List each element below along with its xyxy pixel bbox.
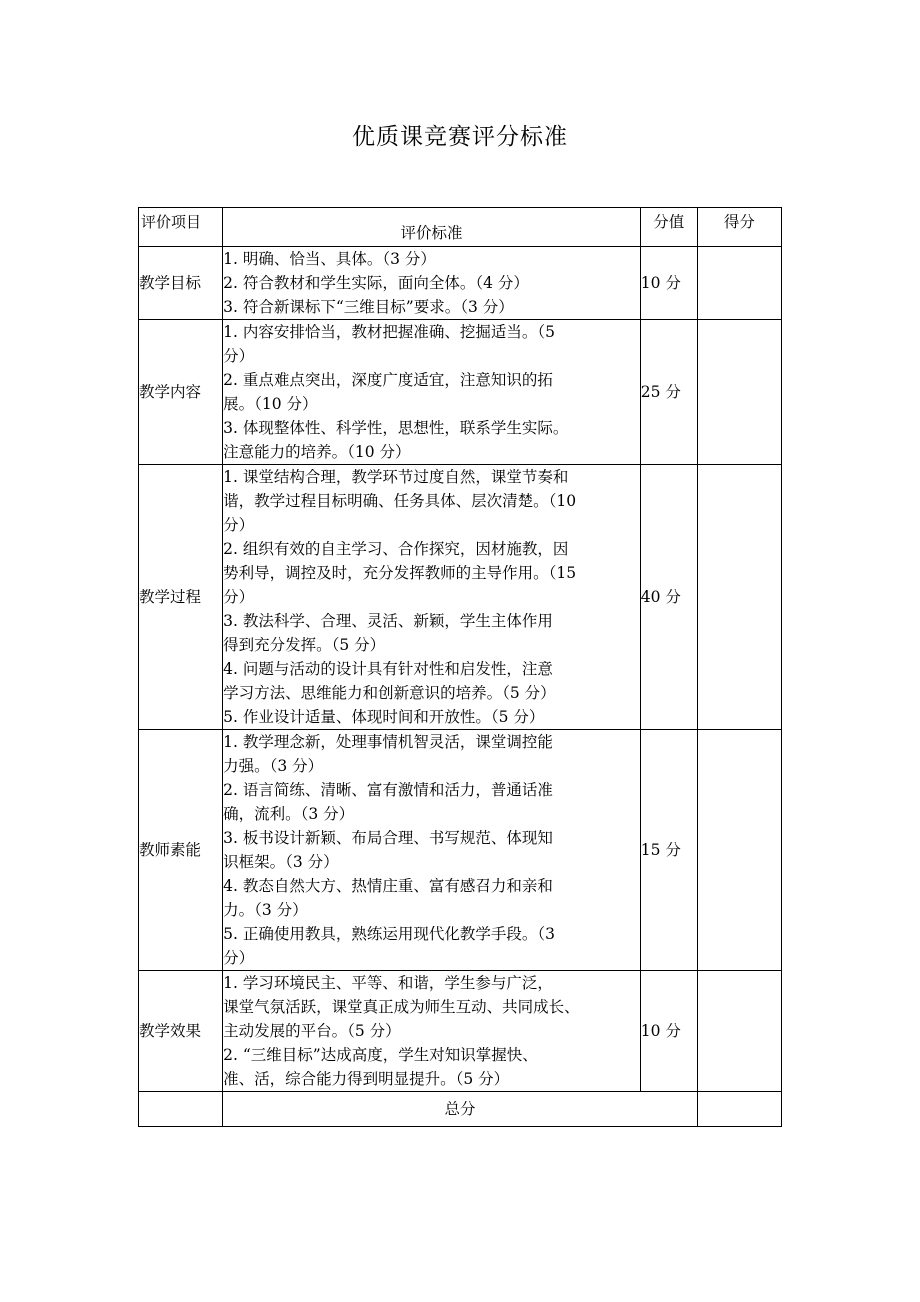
criteria-row [139, 247, 782, 320]
standard-line: 得到充分发挥。（5 分） [223, 636, 386, 654]
total-empty-cell [139, 1092, 223, 1127]
standard-line: 3. 教法科学、合理、灵活、新颖，学生主体作用 [223, 612, 553, 630]
criteria-value: 10 分 [640, 247, 697, 320]
standard-line: 4. 问题与活动的设计具有针对性和启发性，注意 [223, 660, 553, 678]
standard-line: 3. 板书设计新颖、布局合理、书写规范、体现知 [223, 829, 553, 847]
standard-line: 展。（10 分） [223, 395, 318, 413]
criteria-category: 教学过程 [139, 465, 223, 730]
standard-line: 1. 明确、恰当、具体。（3 分） [223, 250, 436, 268]
standard-line: 分） [223, 347, 255, 365]
standard-line: 识框架。（3 分） [223, 853, 339, 871]
criteria-value: 25 分 [640, 320, 697, 465]
total-row [139, 1092, 782, 1127]
score-entry-cell[interactable] [697, 247, 781, 320]
header-item: 评价项目 [139, 208, 223, 247]
standard-line: 谐，教学过程目标明确、任务具体、层次清楚。（10 [223, 492, 577, 510]
standard-line: 课堂气氛活跃，课堂真正成为师生互动、共同成长、 [223, 998, 580, 1016]
standard-line: 1. 课堂结构合理，教学环节过度自然，课堂节奏和 [223, 468, 569, 486]
criteria-standard [223, 320, 641, 465]
score-entry-cell[interactable] [697, 971, 781, 1092]
criteria-row [139, 730, 782, 971]
criteria-row [139, 971, 782, 1092]
criteria-category: 教师素能 [139, 730, 223, 971]
criteria-value: 40 分 [640, 465, 697, 730]
standard-line: 3. 符合新课标下“三维目标”要求。（3 分） [223, 298, 514, 316]
criteria-category: 教学内容 [139, 320, 223, 465]
standard-line: 学习方法、思维能力和创新意识的培养。（5 分） [223, 684, 556, 702]
standard-line: 1. 教学理念新，处理事情机智灵活，课堂调控能 [223, 733, 553, 751]
scoring-table [138, 207, 782, 1127]
standard-line: 分） [223, 516, 255, 534]
standard-line: 1. 学习环境民主、平等、和谐，学生参与广泛， [223, 974, 553, 992]
criteria-category: 教学效果 [139, 971, 223, 1092]
document-title: 优质课竞赛评分标准 [352, 124, 568, 150]
standard-line: 1. 内容安排恰当，教材把握准确、挖掘适当。（5 [223, 323, 555, 341]
criteria-value: 10 分 [640, 971, 697, 1092]
standard-line: 2. 重点难点突出，深度广度适宜，注意知识的拓 [223, 371, 553, 389]
score-entry-cell[interactable] [697, 465, 781, 730]
total-label: 总分 [223, 1092, 698, 1127]
criteria-standard [223, 247, 641, 320]
standard-line: 2. 语言简练、清晰、富有激情和活力，普通话准 [223, 781, 553, 799]
standard-line: 注意能力的培养。（10 分） [223, 443, 411, 461]
standard-line: 准、活，综合能力得到明显提升。（5 分） [223, 1070, 510, 1088]
standard-line: 力。（3 分） [223, 901, 308, 919]
standard-line: 势利导，调控及时，充分发挥教师的主导作用。（15 [223, 564, 577, 582]
criteria-standard [223, 465, 641, 730]
criteria-value: 15 分 [640, 730, 697, 971]
standard-line: 主动发展的平台。（5 分） [223, 1022, 401, 1040]
criteria-category: 教学目标 [139, 247, 223, 320]
standard-line: 3. 体现整体性、科学性，思想性，联系学生实际。 [223, 419, 569, 437]
standard-line: 分） [223, 949, 255, 967]
standard-line: 2. “三维目标”达成高度，学生对知识掌握快、 [223, 1046, 538, 1064]
total-score-cell[interactable] [697, 1092, 781, 1127]
criteria-standard [223, 730, 641, 971]
header-value: 分值 [640, 208, 697, 247]
standard-line: 5. 作业设计适量、体现时间和开放性。（5 分） [223, 708, 545, 726]
standard-line: 2. 组织有效的自主学习、合作探究，因材施教，因 [223, 540, 569, 558]
standard-line: 分） [223, 588, 255, 606]
score-entry-cell[interactable] [697, 320, 781, 465]
standard-line: 5. 正确使用教具，熟练运用现代化教学手段。（3 [223, 925, 555, 943]
standard-line: 2. 符合教材和学生实际，面向全体。（4 分） [223, 274, 529, 292]
header-score: 得分 [697, 208, 781, 247]
header-row [139, 208, 782, 247]
score-entry-cell[interactable] [697, 730, 781, 971]
standard-line: 确，流利。（3 分） [223, 805, 355, 823]
criteria-row [139, 320, 782, 465]
standard-line: 4. 教态自然大方、热情庄重、富有感召力和亲和 [223, 877, 553, 895]
criteria-row [139, 465, 782, 730]
criteria-standard [223, 971, 641, 1092]
standard-line: 力强。（3 分） [223, 757, 324, 775]
header-standard: 评价标准 [223, 208, 641, 247]
